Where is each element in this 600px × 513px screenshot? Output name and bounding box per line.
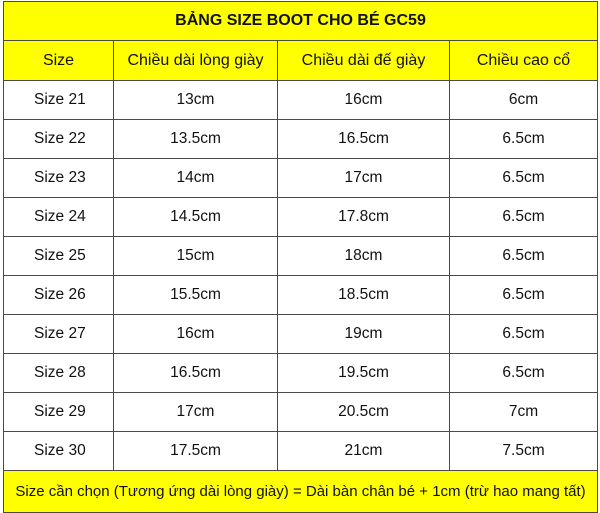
table-row [4, 159, 598, 198]
insole-length-cell: 16cm [114, 315, 278, 354]
sole-length-cell: 19.5cm [278, 354, 450, 393]
sole-length-cell: 18cm [278, 237, 450, 276]
sole-length-cell: 21cm [278, 432, 450, 471]
shaft-height-cell: 6.5cm [450, 237, 598, 276]
column-header-size: Size [4, 41, 114, 81]
sole-length-cell: 17.8cm [278, 198, 450, 237]
size-cell: Size 28 [4, 354, 114, 393]
sole-length-cell: 16cm [278, 81, 450, 120]
size-cell: Size 22 [4, 120, 114, 159]
sole-length-cell: 20.5cm [278, 393, 450, 432]
insole-length-cell: 13cm [114, 81, 278, 120]
size-cell: Size 30 [4, 432, 114, 471]
size-cell: Size 29 [4, 393, 114, 432]
insole-length-cell: 14.5cm [114, 198, 278, 237]
size-cell: Size 24 [4, 198, 114, 237]
size-cell: Size 26 [4, 276, 114, 315]
size-chart-body [4, 2, 598, 513]
column-header-sole-length: Chiều dài đế giày [278, 41, 450, 81]
insole-length-cell: 16.5cm [114, 354, 278, 393]
header-row [4, 41, 598, 81]
insole-length-cell: 14cm [114, 159, 278, 198]
table-row [4, 120, 598, 159]
shaft-height-cell: 7.5cm [450, 432, 598, 471]
insole-length-cell: 15cm [114, 237, 278, 276]
table-row [4, 315, 598, 354]
column-header-insole-length: Chiều dài lòng giày [114, 41, 278, 81]
sole-length-cell: 16.5cm [278, 120, 450, 159]
shaft-height-cell: 6.5cm [450, 120, 598, 159]
title-row [4, 2, 598, 41]
shaft-height-cell: 6.5cm [450, 159, 598, 198]
size-selection-note: Size cần chọn (Tương ứng dài lòng giày) = Dài bàn chân bé + 1cm (trừ hao mang tất) [4, 471, 598, 513]
table-row [4, 276, 598, 315]
insole-length-cell: 15.5cm [114, 276, 278, 315]
column-header-shaft-height: Chiều cao cổ [450, 41, 598, 81]
size-chart-table [3, 1, 598, 513]
size-cell: Size 23 [4, 159, 114, 198]
size-cell: Size 21 [4, 81, 114, 120]
insole-length-cell: 17.5cm [114, 432, 278, 471]
shaft-height-cell: 6cm [450, 81, 598, 120]
insole-length-cell: 13.5cm [114, 120, 278, 159]
insole-length-cell: 17cm [114, 393, 278, 432]
shaft-height-cell: 6.5cm [450, 276, 598, 315]
footer-row [4, 471, 598, 513]
sole-length-cell: 17cm [278, 159, 450, 198]
table-row [4, 81, 598, 120]
sole-length-cell: 19cm [278, 315, 450, 354]
shaft-height-cell: 7cm [450, 393, 598, 432]
shaft-height-cell: 6.5cm [450, 354, 598, 393]
table-row [4, 237, 598, 276]
table-title: BẢNG SIZE BOOT CHO BÉ GC59 [4, 2, 598, 41]
sole-length-cell: 18.5cm [278, 276, 450, 315]
table-row [4, 432, 598, 471]
size-cell: Size 25 [4, 237, 114, 276]
shaft-height-cell: 6.5cm [450, 198, 598, 237]
shaft-height-cell: 6.5cm [450, 315, 598, 354]
table-row [4, 393, 598, 432]
table-row [4, 198, 598, 237]
table-row [4, 354, 598, 393]
size-cell: Size 27 [4, 315, 114, 354]
